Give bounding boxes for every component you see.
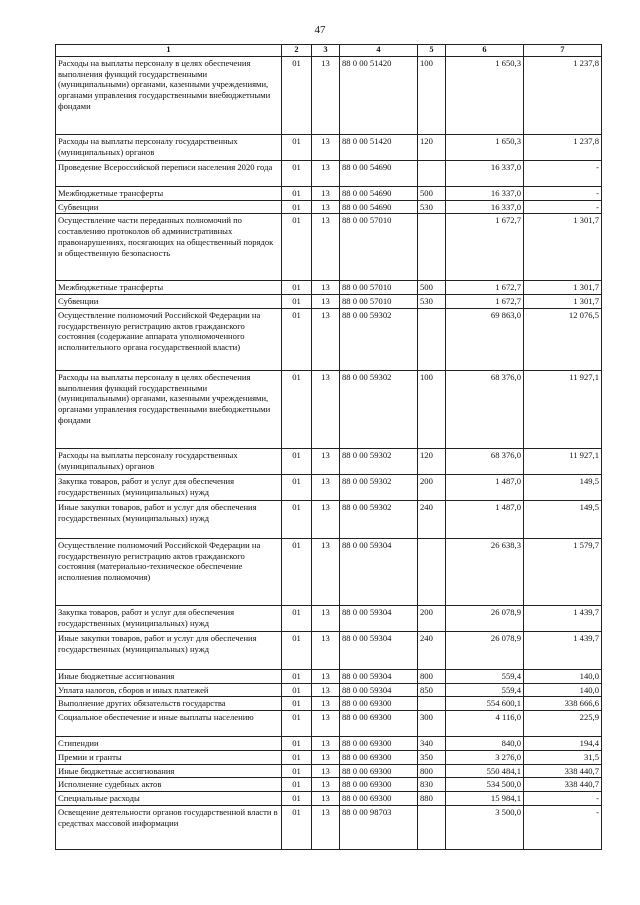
row-amount-2020: 1 672,7 — [446, 295, 524, 309]
row-amount-2020: 15 984,1 — [446, 792, 524, 806]
row-amount-2021: 194,4 — [524, 737, 602, 751]
row-amount-2020: 16 337,0 — [446, 200, 524, 214]
row-amount-2021: 1 301,7 — [524, 281, 602, 295]
row-amount-2021: - — [524, 187, 602, 201]
row-description: Осуществление полномочий Российской Федерации на государственную регистрацию актов гражданского состояния (материально-техническое обеспечение исполнения полномочия) — [56, 538, 282, 605]
row-amount-2020: 1 487,0 — [446, 474, 524, 500]
table-row — [56, 792, 602, 806]
row-section-code: 01 — [282, 474, 312, 500]
row-target-article-code: 88 0 00 51420 — [340, 135, 418, 161]
row-section-code: 01 — [282, 370, 312, 448]
row-expense-type-code: 350 — [418, 750, 446, 764]
row-target-article-code: 88 0 00 69300 — [340, 778, 418, 792]
row-amount-2020: 550 484,1 — [446, 764, 524, 778]
row-target-article-code: 88 0 00 59304 — [340, 631, 418, 669]
row-description: Расходы на выплаты персоналу государственных (муниципальных) органов — [56, 448, 282, 474]
row-subsection-code: 13 — [312, 792, 340, 806]
row-expense-type-code — [418, 214, 446, 281]
row-expense-type-code: 830 — [418, 778, 446, 792]
column-header: 4 — [340, 45, 418, 57]
row-subsection-code: 13 — [312, 135, 340, 161]
column-header: 3 — [312, 45, 340, 57]
row-section-code: 01 — [282, 737, 312, 751]
row-subsection-code: 13 — [312, 295, 340, 309]
row-description: Специальные расходы — [56, 792, 282, 806]
row-description: Иные бюджетные ассигнования — [56, 669, 282, 683]
row-subsection-code: 13 — [312, 805, 340, 849]
row-description: Осуществление части переданных полномочий по составлению протоколов об административных правонарушениях, посягающих на общественный порядок и общественную безопасность — [56, 214, 282, 281]
row-expense-type-code: 240 — [418, 500, 446, 538]
row-amount-2021: 1 301,7 — [524, 214, 602, 281]
row-description: Осуществление полномочий Российской Федерации на государственную регистрацию актов гражданского состояния (содержание аппарата уполномоченного исполнительного органа государственной власти) — [56, 308, 282, 370]
row-amount-2020: 1 487,0 — [446, 500, 524, 538]
row-target-article-code: 88 0 00 98703 — [340, 805, 418, 849]
row-amount-2021: 1 439,7 — [524, 631, 602, 669]
column-header: 2 — [282, 45, 312, 57]
row-section-code: 01 — [282, 500, 312, 538]
row-expense-type-code: 850 — [418, 683, 446, 697]
table-row — [56, 281, 602, 295]
row-amount-2021: 31,5 — [524, 750, 602, 764]
row-section-code: 01 — [282, 448, 312, 474]
row-amount-2020: 4 116,0 — [446, 711, 524, 737]
table-row — [56, 605, 602, 631]
row-target-article-code: 88 0 00 69300 — [340, 792, 418, 806]
row-section-code: 01 — [282, 161, 312, 187]
row-subsection-code: 13 — [312, 538, 340, 605]
table-row — [56, 538, 602, 605]
row-description: Социальное обеспечение и иные выплаты населению — [56, 711, 282, 737]
row-description: Проведение Всероссийской переписи населения 2020 года — [56, 161, 282, 187]
row-target-article-code: 88 0 00 54690 — [340, 187, 418, 201]
column-header: 6 — [446, 45, 524, 57]
row-amount-2021: 1 237,8 — [524, 57, 602, 135]
row-section-code: 01 — [282, 778, 312, 792]
row-target-article-code: 88 0 00 69300 — [340, 737, 418, 751]
row-expense-type-code: 200 — [418, 605, 446, 631]
row-subsection-code: 13 — [312, 370, 340, 448]
row-section-code: 01 — [282, 631, 312, 669]
row-subsection-code: 13 — [312, 474, 340, 500]
row-amount-2021: 1 439,7 — [524, 605, 602, 631]
row-subsection-code: 13 — [312, 778, 340, 792]
row-amount-2020: 840,0 — [446, 737, 524, 751]
row-amount-2021: 338 440,7 — [524, 778, 602, 792]
row-section-code: 01 — [282, 669, 312, 683]
row-target-article-code: 88 0 00 59304 — [340, 683, 418, 697]
row-subsection-code: 13 — [312, 683, 340, 697]
row-amount-2020: 1 672,7 — [446, 214, 524, 281]
row-subsection-code: 13 — [312, 281, 340, 295]
row-section-code: 01 — [282, 750, 312, 764]
row-expense-type-code — [418, 308, 446, 370]
row-amount-2020: 1 672,7 — [446, 281, 524, 295]
row-amount-2020: 1 650,3 — [446, 57, 524, 135]
row-section-code: 01 — [282, 135, 312, 161]
row-section-code: 01 — [282, 697, 312, 711]
row-subsection-code: 13 — [312, 187, 340, 201]
row-target-article-code: 88 0 00 57010 — [340, 214, 418, 281]
row-amount-2020: 26 078,9 — [446, 631, 524, 669]
row-expense-type-code: 500 — [418, 187, 446, 201]
row-expense-type-code: 800 — [418, 764, 446, 778]
row-description: Иные бюджетные ассигнования — [56, 764, 282, 778]
row-description: Межбюджетные трансферты — [56, 187, 282, 201]
row-target-article-code: 88 0 00 59302 — [340, 500, 418, 538]
row-description: Закупка товаров, работ и услуг для обеспечения государственных (муниципальных) нужд — [56, 605, 282, 631]
row-target-article-code: 88 0 00 57010 — [340, 295, 418, 309]
row-target-article-code: 88 0 00 59302 — [340, 370, 418, 448]
row-amount-2021: 338 440,7 — [524, 764, 602, 778]
budget-table — [55, 44, 602, 850]
row-target-article-code: 88 0 00 59304 — [340, 605, 418, 631]
table-row — [56, 669, 602, 683]
row-target-article-code: 88 0 00 51420 — [340, 57, 418, 135]
row-subsection-code: 13 — [312, 161, 340, 187]
table-row — [56, 161, 602, 187]
row-description: Освещение деятельности органов государственной власти в средствах массовой информации — [56, 805, 282, 849]
table-row — [56, 295, 602, 309]
row-subsection-code: 13 — [312, 737, 340, 751]
row-expense-type-code — [418, 697, 446, 711]
row-section-code: 01 — [282, 187, 312, 201]
row-amount-2020: 26 078,9 — [446, 605, 524, 631]
row-amount-2021: 225,9 — [524, 711, 602, 737]
row-description: Субвенции — [56, 200, 282, 214]
row-target-article-code: 88 0 00 59302 — [340, 448, 418, 474]
column-header: 7 — [524, 45, 602, 57]
row-expense-type-code: 240 — [418, 631, 446, 669]
row-section-code: 01 — [282, 605, 312, 631]
row-target-article-code: 88 0 00 59304 — [340, 669, 418, 683]
row-target-article-code: 88 0 00 69300 — [340, 764, 418, 778]
row-target-article-code: 88 0 00 69300 — [340, 711, 418, 737]
table-row — [56, 711, 602, 737]
row-subsection-code: 13 — [312, 669, 340, 683]
row-amount-2020: 68 376,0 — [446, 370, 524, 448]
row-amount-2020: 16 337,0 — [446, 187, 524, 201]
row-amount-2020: 1 650,3 — [446, 135, 524, 161]
row-subsection-code: 13 — [312, 764, 340, 778]
row-section-code: 01 — [282, 792, 312, 806]
row-description: Закупка товаров, работ и услуг для обеспечения государственных (муниципальных) нужд — [56, 474, 282, 500]
row-subsection-code: 13 — [312, 214, 340, 281]
row-expense-type-code: 120 — [418, 135, 446, 161]
row-description: Субвенции — [56, 295, 282, 309]
row-amount-2021: 149,5 — [524, 500, 602, 538]
row-section-code: 01 — [282, 764, 312, 778]
row-description: Иные закупки товаров, работ и услуг для обеспечения государственных (муниципальных) нужд — [56, 500, 282, 538]
row-target-article-code: 88 0 00 57010 — [340, 281, 418, 295]
row-section-code: 01 — [282, 308, 312, 370]
row-description: Уплата налогов, сборов и иных платежей — [56, 683, 282, 697]
row-expense-type-code — [418, 805, 446, 849]
row-description: Исполнение судебных актов — [56, 778, 282, 792]
row-amount-2021: 1 579,7 — [524, 538, 602, 605]
row-description: Выполнение других обязательств государства — [56, 697, 282, 711]
row-expense-type-code: 120 — [418, 448, 446, 474]
row-section-code: 01 — [282, 538, 312, 605]
table-row — [56, 697, 602, 711]
row-expense-type-code: 530 — [418, 200, 446, 214]
table-row — [56, 737, 602, 751]
row-subsection-code: 13 — [312, 57, 340, 135]
page-number: 47 — [314, 24, 326, 36]
row-subsection-code: 13 — [312, 200, 340, 214]
row-subsection-code: 13 — [312, 605, 340, 631]
row-subsection-code: 13 — [312, 448, 340, 474]
row-section-code: 01 — [282, 57, 312, 135]
row-amount-2020: 3 276,0 — [446, 750, 524, 764]
row-target-article-code: 88 0 00 59302 — [340, 474, 418, 500]
table-row — [56, 683, 602, 697]
table-row — [56, 187, 602, 201]
row-amount-2021: 11 927,1 — [524, 448, 602, 474]
table-row — [56, 750, 602, 764]
row-description: Иные закупки товаров, работ и услуг для обеспечения государственных (муниципальных) нужд — [56, 631, 282, 669]
row-expense-type-code: 340 — [418, 737, 446, 751]
row-description: Стипендии — [56, 737, 282, 751]
row-target-article-code: 88 0 00 54690 — [340, 200, 418, 214]
table-row — [56, 764, 602, 778]
row-amount-2020: 534 500,0 — [446, 778, 524, 792]
table-row — [56, 500, 602, 538]
column-header: 5 — [418, 45, 446, 57]
row-amount-2020: 559,4 — [446, 669, 524, 683]
table-row — [56, 805, 602, 849]
table-header-row — [56, 45, 602, 57]
row-description: Расходы на выплаты персоналу в целях обеспечения выполнения функций государственными (муниципальными) органами, казенными учреждениями, органами управления государственными внебюджетными фондами — [56, 57, 282, 135]
row-expense-type-code: 500 — [418, 281, 446, 295]
table-row — [56, 200, 602, 214]
row-description: Межбюджетные трансферты — [56, 281, 282, 295]
row-expense-type-code — [418, 538, 446, 605]
row-amount-2021: 11 927,1 — [524, 370, 602, 448]
table-row — [56, 214, 602, 281]
row-target-article-code: 88 0 00 69300 — [340, 697, 418, 711]
row-amount-2021: - — [524, 792, 602, 806]
column-header: 1 — [56, 45, 282, 57]
row-section-code: 01 — [282, 683, 312, 697]
row-amount-2020: 554 600,1 — [446, 697, 524, 711]
row-target-article-code: 88 0 00 59304 — [340, 538, 418, 605]
row-target-article-code: 88 0 00 59302 — [340, 308, 418, 370]
row-amount-2021: 1 301,7 — [524, 295, 602, 309]
row-section-code: 01 — [282, 805, 312, 849]
row-expense-type-code: 200 — [418, 474, 446, 500]
row-amount-2021: 12 076,5 — [524, 308, 602, 370]
row-target-article-code: 88 0 00 54690 — [340, 161, 418, 187]
row-subsection-code: 13 — [312, 308, 340, 370]
table-row — [56, 631, 602, 669]
table-row — [56, 308, 602, 370]
row-description: Премии и гранты — [56, 750, 282, 764]
row-amount-2021: - — [524, 161, 602, 187]
row-amount-2021: 338 666,6 — [524, 697, 602, 711]
row-expense-type-code: 100 — [418, 57, 446, 135]
row-expense-type-code: 100 — [418, 370, 446, 448]
row-amount-2020: 16 337,0 — [446, 161, 524, 187]
row-subsection-code: 13 — [312, 750, 340, 764]
row-subsection-code: 13 — [312, 697, 340, 711]
row-section-code: 01 — [282, 200, 312, 214]
row-description: Расходы на выплаты персоналу государственных (муниципальных) органов — [56, 135, 282, 161]
table-body — [56, 57, 602, 850]
row-subsection-code: 13 — [312, 631, 340, 669]
table-row — [56, 370, 602, 448]
row-subsection-code: 13 — [312, 500, 340, 538]
row-expense-type-code: 300 — [418, 711, 446, 737]
row-amount-2020: 26 638,3 — [446, 538, 524, 605]
row-amount-2021: 140,0 — [524, 683, 602, 697]
table-row — [56, 57, 602, 135]
row-amount-2021: 140,0 — [524, 669, 602, 683]
row-description: Расходы на выплаты персоналу в целях обеспечения выполнения функций государственными (муниципальными) органами, казенными учреждениями, органами управления государственными внебюджетными фондами — [56, 370, 282, 448]
row-expense-type-code: 880 — [418, 792, 446, 806]
row-target-article-code: 88 0 00 69300 — [340, 750, 418, 764]
row-expense-type-code: 800 — [418, 669, 446, 683]
row-expense-type-code — [418, 161, 446, 187]
table-row — [56, 474, 602, 500]
row-amount-2020: 3 500,0 — [446, 805, 524, 849]
row-amount-2020: 559,4 — [446, 683, 524, 697]
row-amount-2021: - — [524, 200, 602, 214]
row-subsection-code: 13 — [312, 711, 340, 737]
row-amount-2021: - — [524, 805, 602, 849]
row-amount-2021: 149,5 — [524, 474, 602, 500]
row-section-code: 01 — [282, 281, 312, 295]
row-expense-type-code: 530 — [418, 295, 446, 309]
row-section-code: 01 — [282, 295, 312, 309]
row-section-code: 01 — [282, 711, 312, 737]
table-row — [56, 778, 602, 792]
row-amount-2020: 69 863,0 — [446, 308, 524, 370]
row-amount-2020: 68 376,0 — [446, 448, 524, 474]
table-row — [56, 135, 602, 161]
row-section-code: 01 — [282, 214, 312, 281]
row-amount-2021: 1 237,8 — [524, 135, 602, 161]
table-row — [56, 448, 602, 474]
